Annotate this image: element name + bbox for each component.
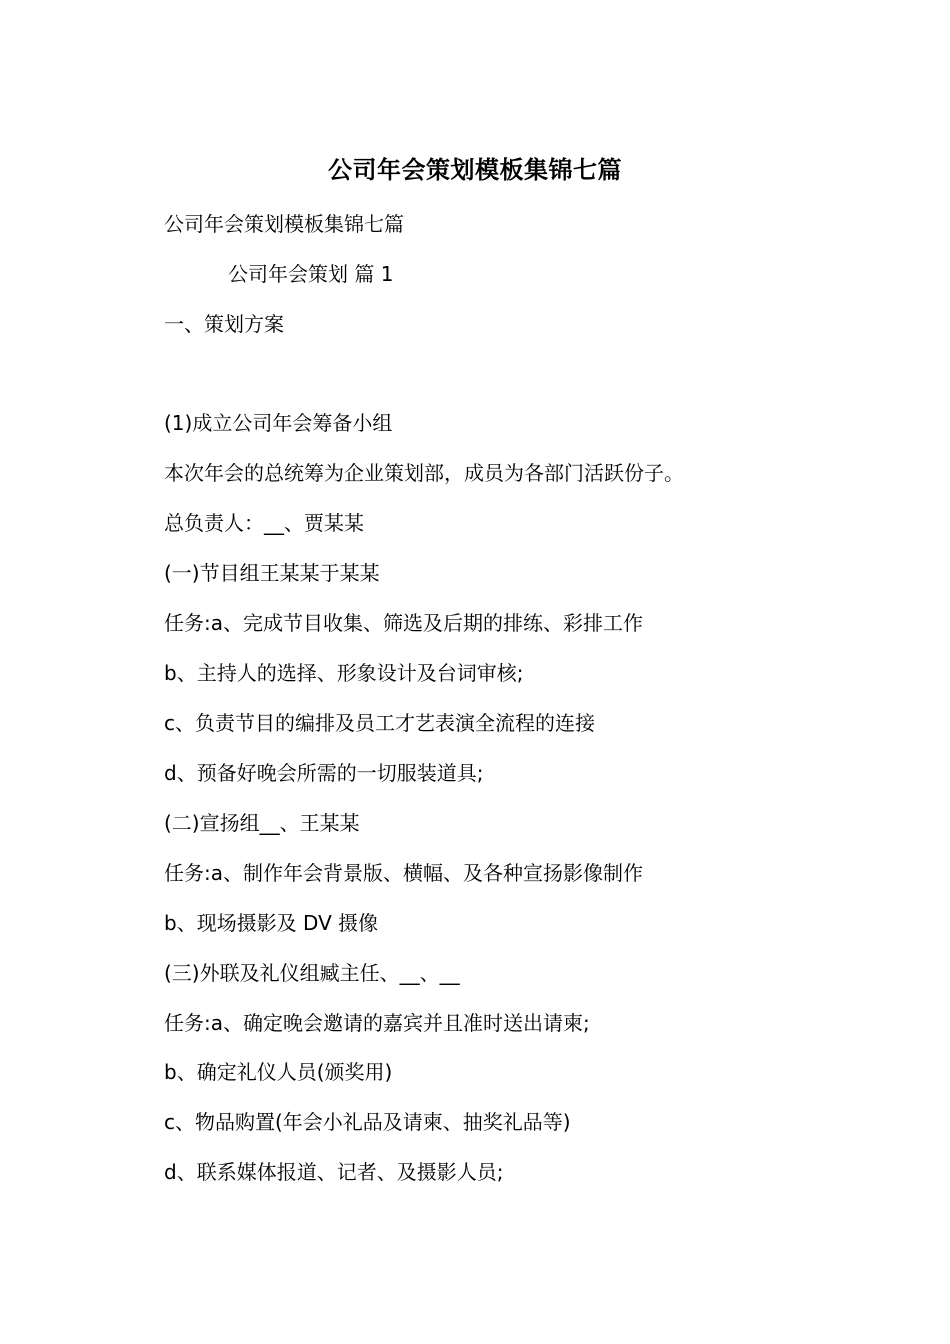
document-title: 公司年会策划模板集锦七篇: [328, 156, 622, 184]
paragraph-line: b、确定礼仪人员(颁奖用): [164, 1060, 393, 1084]
paragraph-line: 任务:a、制作年会背景版、横幅、及各种宣扬影像制作: [164, 861, 643, 885]
paragraph-line: d、联系媒体报道、记者、及摄影人员;: [164, 1160, 504, 1184]
paragraph-line: (三)外联及礼仪组臧主任、__、__: [164, 961, 460, 985]
paragraph-line: (二)宣扬组__、王某某: [164, 811, 360, 835]
paragraph-line: d、预备好晚会所需的一切服装道具;: [164, 761, 484, 785]
paragraph-line: b、主持人的选择、形象设计及台词审核;: [164, 661, 524, 685]
paragraph-line: 本次年会的总统筹为企业策划部，成员为各部门活跃份子。: [164, 461, 684, 485]
paragraph-line: 任务:a、确定晚会邀请的嘉宾并且准时送出请柬;: [164, 1011, 590, 1035]
paragraph-line: 一、策划方案: [164, 312, 284, 336]
paragraph-line: 总负责人：__、贾某某: [164, 511, 364, 535]
paragraph-line: b、现场摄影及 DV 摄像: [164, 911, 379, 935]
section-heading: 公司年会策划 篇 1: [228, 262, 394, 286]
paragraph-line: c、负责节目的编排及员工才艺表演全流程的连接: [164, 711, 595, 735]
subtitle-line: 公司年会策划模板集锦七篇: [164, 212, 404, 236]
paragraph-line: 任务:a、完成节目收集、筛选及后期的排练、彩排工作: [164, 611, 643, 635]
paragraph-line: (1)成立公司年会筹备小组: [164, 411, 393, 435]
paragraph-line: (一)节目组王某某于某某: [164, 561, 380, 585]
paragraph-line: c、物品购置(年会小礼品及请柬、抽奖礼品等): [164, 1110, 571, 1134]
